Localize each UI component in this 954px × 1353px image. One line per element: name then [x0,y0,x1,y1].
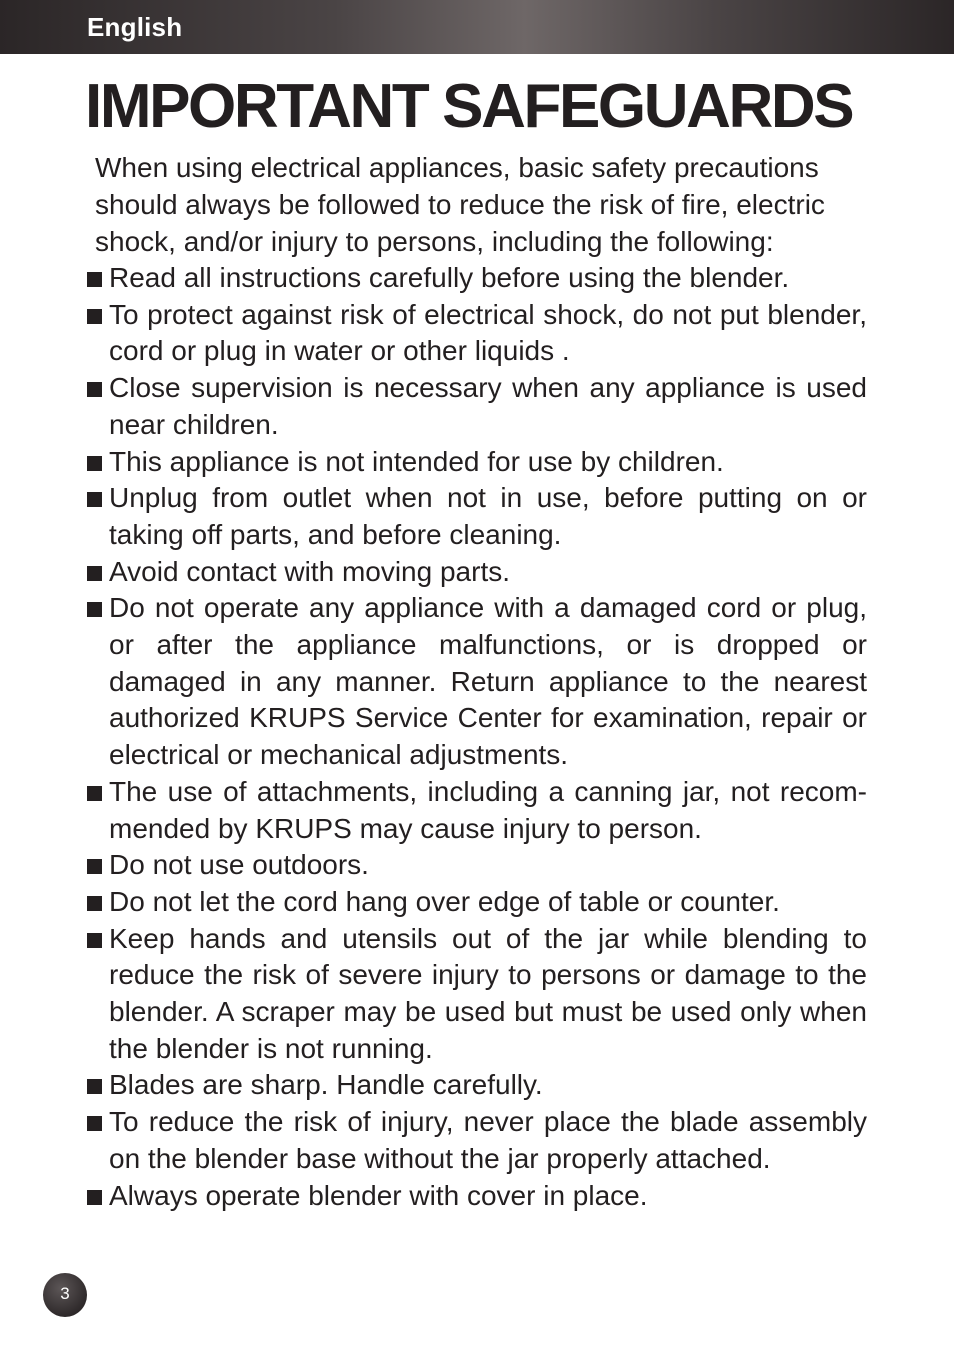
safeguard-text: Close supervision is necessary when any appliance is used near children. [109,372,867,440]
safeguard-text: To protect against risk of electrical shock, do not put blender, cord or plug in water or other liquids . [109,298,867,367]
list-item [87,370,867,443]
square-bullet-icon [87,566,102,581]
list-item [87,847,867,884]
square-bullet-icon [87,309,102,324]
square-bullet-icon [87,859,102,874]
safeguard-text: Keep hands and utensils out of the jar while blending to reduce the risk of severe injury to persons or damage to the blender. A scraper may be used but must be used only when the blender is not running. [109,922,867,1064]
safeguard-text: Do not use outdoors. [109,849,369,881]
list-item [87,921,867,1068]
language-label: English [87,12,183,42]
list-item [87,554,867,591]
list-item [87,1067,867,1104]
safeguard-text: To reduce the risk of injury, never place the blade assembly on the blender base without the jar properly attached. [109,1106,867,1174]
safeguard-text: Blades are sharp. Handle carefully. [109,1069,543,1101]
safeguard-text: Do not operate any appliance with a damaged cord or plug, or after the appliance malfunctions, or is dropped or damaged in any manner. Return appliance to the nearest authorized KRUPS Service Center for examination, repair or electrical or mechanical adjustments. [109,592,867,771]
safeguard-text: Always operate blender with cover in place. [109,1179,648,1211]
safeguard-text: Avoid contact with moving parts. [109,555,511,587]
square-bullet-icon [87,602,102,617]
list-item [87,480,867,553]
list-item [87,590,867,774]
page-number: 3 [60,1284,70,1303]
list-item [87,297,867,370]
list-item [87,1104,867,1177]
list-item [87,444,867,481]
square-bullet-icon [87,492,102,507]
safeguard-text: Read all instructions carefully before using the blender. [109,262,790,293]
list-item [87,1178,867,1215]
square-bullet-icon [87,1079,102,1094]
safeguard-text: Unplug from outlet when not in use, before putting on or taking off parts, and before cleaning. [109,482,867,550]
safeguard-text: Do not let the cord hang over edge of table or counter. [109,885,780,917]
square-bullet-icon [87,272,102,287]
list-item [87,774,867,847]
square-bullet-icon [87,786,102,801]
page-number-badge [43,1273,87,1317]
intro-paragraph: When using electrical appliances, basic safety precautions should always be followed to reduce the risk of fire, electric shock, and/or injury to persons, including the following: [95,152,825,257]
square-bullet-icon [87,1190,102,1205]
square-bullet-icon [87,896,102,911]
square-bullet-icon [87,382,102,397]
header-bar [0,0,954,54]
safeguard-list [87,260,867,1214]
list-item [87,884,867,921]
square-bullet-icon [87,1116,102,1131]
safeguard-text: This appliance is not intended for use by children. [109,445,724,477]
safeguard-text: The use of attachments, including a canning jar, not recom-mended by KRUPS may cause injury to person. [109,775,867,844]
square-bullet-icon [87,933,102,948]
square-bullet-icon [87,456,102,471]
page-title: IMPORTANT SAFEGUARDS [85,72,853,141]
list-item [87,260,867,297]
